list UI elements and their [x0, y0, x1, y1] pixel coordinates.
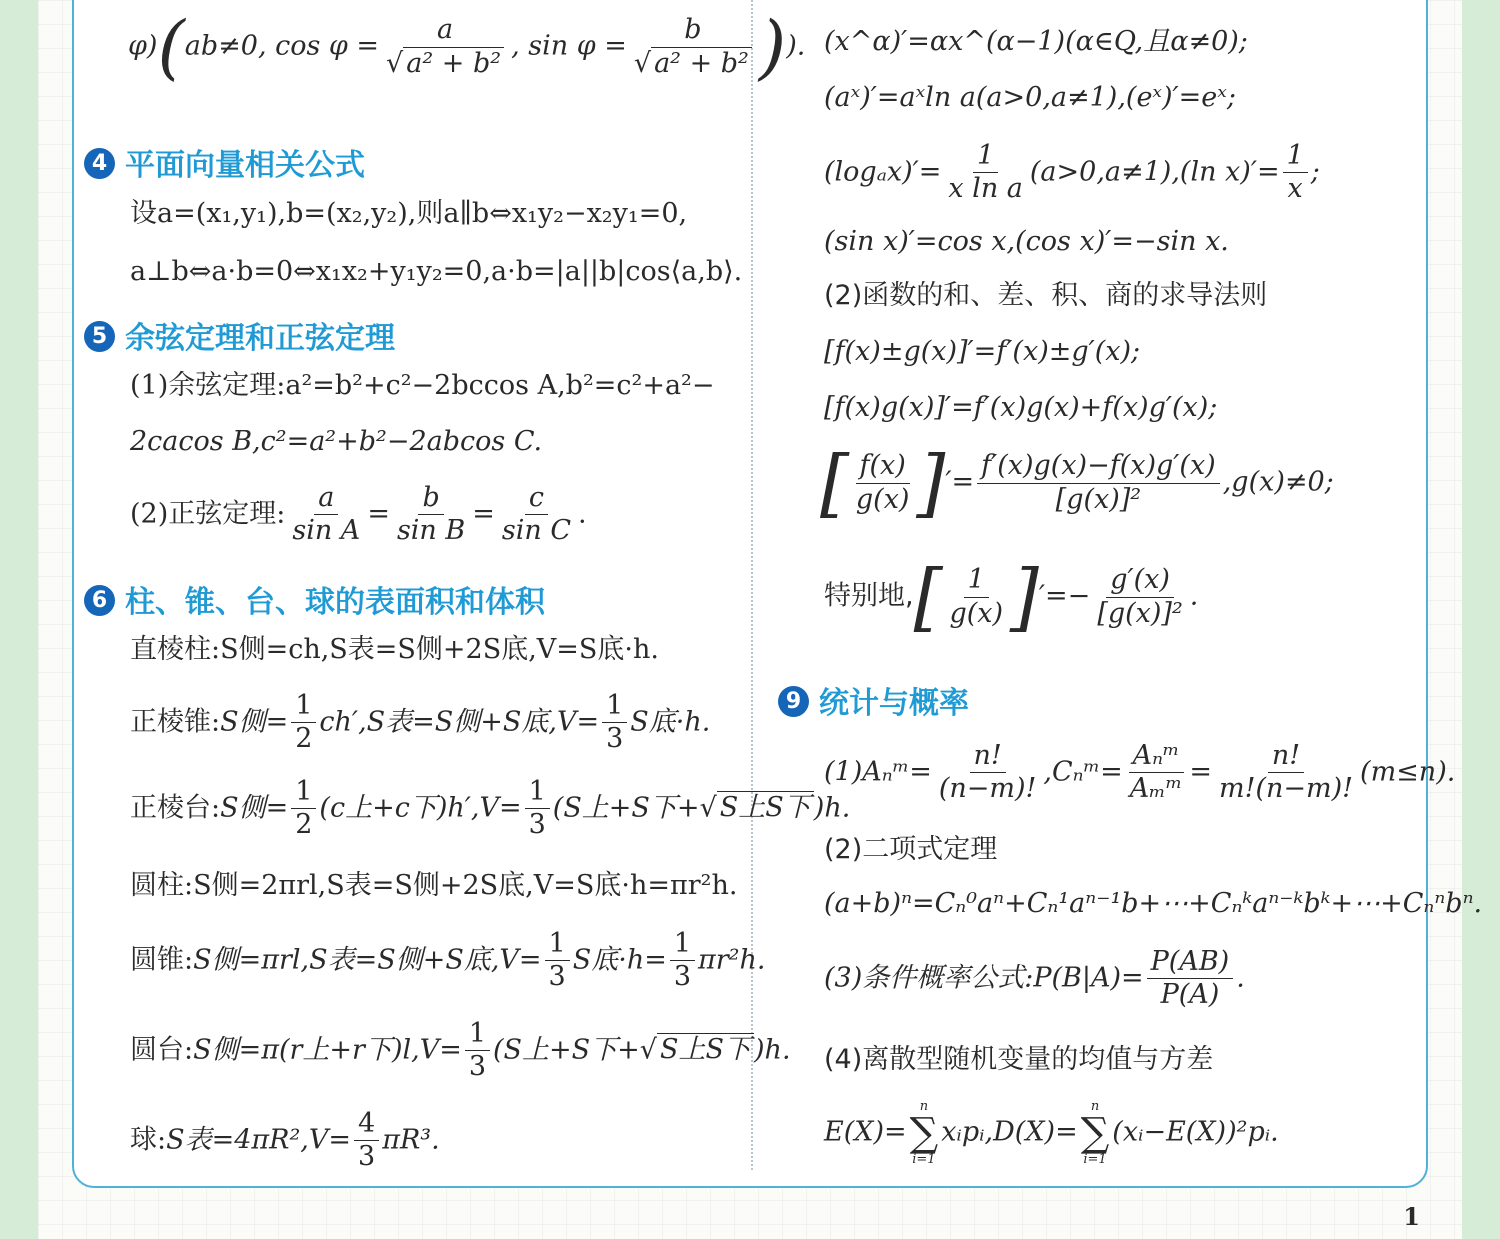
sum-rule: [f(x)±g(x)]′=f′(x)±g′(x); — [824, 336, 1141, 367]
cylinder-formula: 圆柱:S侧=2πrl,S表=S侧+2S底,V=S底·h=πr²h. — [130, 870, 738, 901]
law-of-cosines-line2: 2cacos B,c²=a²+b²−2abcos C. — [130, 426, 543, 457]
column-divider — [751, 0, 753, 1170]
trig-derivative: (sin x)′=cos x,(cos x)′=−sin x. — [824, 226, 1229, 257]
quotient-rule: [ $\frac{f(x)}{g(x)}$ ]′= $\frac{f'(x)g(x)-f(x)g'(x)}{\text{[g(x)]²}}$ ,g(x)≠0; — [820, 440, 1334, 526]
random-variable-heading: (4)离散型随机变量的均值与方差 — [824, 1044, 1214, 1075]
binomial-theorem: (a+b)ⁿ=Cₙ⁰aⁿ+Cₙ¹aⁿ⁻¹b+⋯+Cₙᵏaⁿ⁻ᵏbᵏ+⋯+Cₙⁿbⁿ. — [824, 888, 1483, 919]
power-derivative: (x^α)′=αx^(α−1)(α∈Q,且α≠0); — [824, 26, 1248, 57]
vector-parallel-formula: 设a=(x₁,y₁),b=(x₂,y₂),则a∥b⇔x₁y₂−x₂y₁=0, — [130, 198, 688, 229]
sphere-formula: 球:S表=4πR²,V= $\frac{4}{3}$ πR³. — [130, 1108, 440, 1173]
section-9-heading: 9 统计与概率 — [778, 678, 969, 722]
regular-pyramid-formula: 正棱锥:S侧= $\frac{1}{2}$ ch′,S表=S侧+S底,V= $\frac{1}{3}$ S底·h. — [130, 690, 711, 755]
phi-formula-tail: φ)(ab≠0, cos φ = $\frac{a}{\text{√ a² + b²}}$ , sin φ = $\frac{b}{\text{√ a² + b²}}$ )). — [128, 6, 806, 88]
truncated-cone-formula: 圆台:S侧=π(r上+r下)l,V= $\frac{1}{3}$ (S上+S下+√ S上S下 )h. — [130, 1018, 791, 1083]
right-prism-formula: 直棱柱:S侧=ch,S表=S侧+2S底,V=S底·h. — [130, 634, 659, 665]
section-6-heading: 6 柱、锥、台、球的表面积和体积 — [84, 577, 545, 621]
law-of-cosines-line1: (1)余弦定理:a²=b²+c²−2bccos A,b²=c²+a²− — [130, 370, 715, 401]
page-number: 1 — [1403, 1202, 1420, 1231]
law-of-sines: (2)正弦定理: $\frac{a}{\text{sin A}}$ = $\frac{b}{\text{sin B}}$ = $\frac{c}{\text{sin C}}$ . — [130, 482, 587, 547]
cone-formula: 圆锥:S侧=πrl,S表=S侧+S底,V= $\frac{1}{3}$ S底·h= $\frac{1}{3}$ πr²h. — [130, 928, 766, 993]
vector-perpendicular-formula: a⊥b⇔a·b=0⇔x₁x₂+y₁y₂=0,a·b=|a||b|cos⟨a,b⟩. — [130, 256, 743, 287]
expectation-variance: E(X)= n ∑ i=1 xᵢpᵢ,D(X)= n ∑ i=1 (xᵢ−E(X))²pᵢ. — [824, 1099, 1279, 1167]
regular-frustum-formula: 正棱台:S侧= $\frac{1}{2}$ (c上+c下)h′,V= $\frac{1}{3}$ (S上+S下+√ S上S下 )h. — [130, 776, 851, 841]
product-rule: [f(x)g(x)]′=f′(x)g(x)+f(x)g′(x); — [824, 392, 1218, 423]
reciprocal-rule: 特别地,[ $\frac{1}{g(x)}$ ]′=− $\frac{g'(x)}{\text{[g(x)]²}}$ . — [824, 554, 1199, 640]
section-5-heading: 5 余弦定理和正弦定理 — [84, 313, 395, 357]
permutation-combination-formula: (1)Aₙᵐ= $\frac{n!}{(n-m)!}$ ,Cₙᵐ= Aₙᵐ Aₘᵐ = $\frac{n!}{m!(n-m)!}$ (m≤n). — [824, 740, 1456, 805]
conditional-probability: (3)条件概率公式:P(B|A)= $\frac{P(AB)}{P(A)}$ . — [824, 946, 1245, 1011]
derivative-rules-heading: (2)函数的和、差、积、商的求导法则 — [824, 280, 1268, 311]
binomial-heading: (2)二项式定理 — [824, 834, 998, 865]
log-derivative: (logₐx)′= $\frac{1}{\text{x ln a}}$ (a>0,a≠1),(ln x)′= $\frac{1}{x}$ ; — [824, 140, 1320, 205]
section-4-heading: 4 平面向量相关公式 — [84, 140, 365, 184]
exp-derivative: (aˣ)′=aˣln a(a>0,a≠1),(eˣ)′=eˣ; — [824, 82, 1236, 113]
